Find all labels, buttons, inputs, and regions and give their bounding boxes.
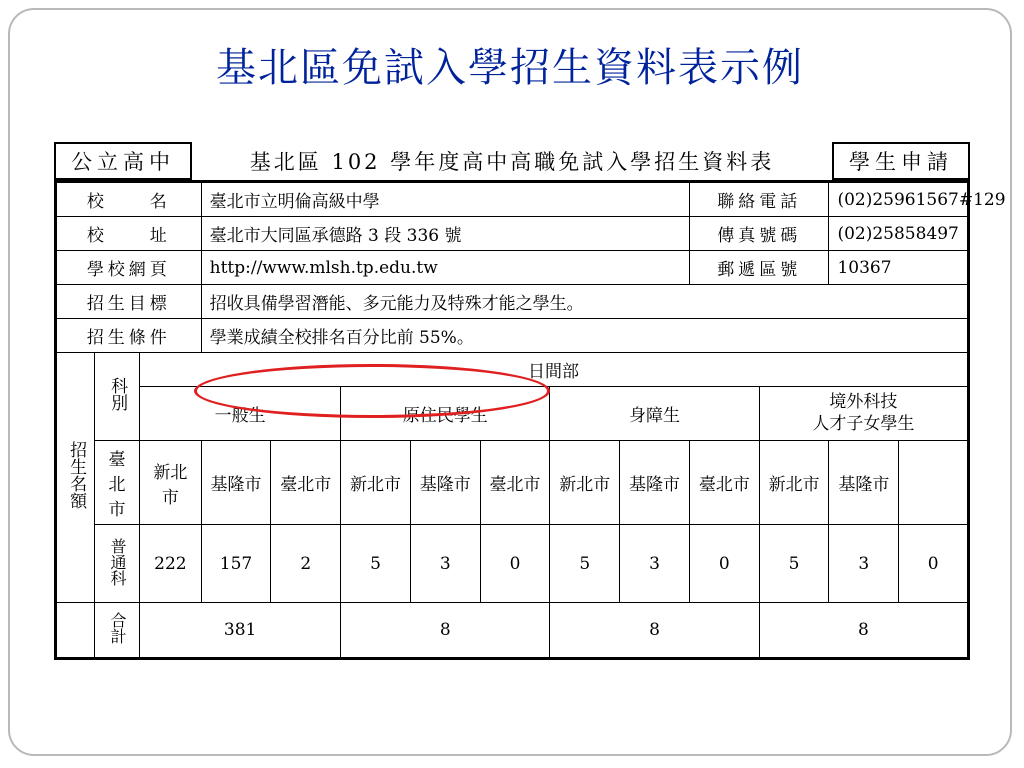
quota-subject-name-text: 普通科 [108,537,128,586]
quota-value-7: 5 [550,525,620,603]
header-center-title: 基北區 102 學年度高中高職免試入學招生資料表 [249,150,775,174]
page-title: 基北區免試入學招生資料表示例 [216,45,804,91]
quota-group-overseas-line2: 人才子女學生 [812,413,915,434]
quota-value-2: 157 [201,525,271,603]
slide [8,8,1012,756]
city-header-5: 新北市 [341,441,411,525]
quota-value-4: 5 [341,525,411,603]
quota-group-overseas-line1: 境外科技 [829,392,898,413]
row-value-fax: (02)25858497 [829,217,969,251]
row-label-address: 校 址 [56,217,202,251]
row-value-school-name: 臺北市立明倫高級中學 [201,182,689,217]
table-row [56,182,969,217]
quota-row-label-text: 招生名額 [66,441,87,510]
city-header-11: 新北市 [759,441,829,525]
quota-total-label [94,603,139,659]
table-row [56,319,969,353]
row-value-phone: (02)25961567#129 [829,182,969,217]
quota-value-9: 0 [689,525,759,603]
quota-group-disability: 身障生 [550,387,759,441]
header-right-box: 學生申請 [832,142,970,180]
quota-value-12: 0 [899,525,969,603]
table-row [56,387,969,441]
table-row [56,353,969,387]
quota-group-overseas [759,387,968,441]
quota-value-6: 0 [480,525,550,603]
city-header-7: 臺北市 [480,441,550,525]
city-header-4: 臺北市 [271,441,341,525]
row-label-school-name: 校 名 [56,182,202,217]
quota-total-3: 8 [550,603,759,659]
city-header-3: 基隆市 [201,441,271,525]
quota-subject-label [94,353,139,441]
quota-value-3: 2 [271,525,341,603]
row-value-condition: 學業成績全校排名百分比前 55%。 [201,319,968,353]
row-value-zipcode: 10367 [829,251,969,285]
city-header-2: 新北市 [140,441,202,525]
quota-value-8: 3 [620,525,690,603]
quota-total-1: 381 [140,603,341,659]
quota-total-4: 8 [759,603,968,659]
table-row [56,441,969,525]
quota-row-label [56,353,95,603]
table-row [56,603,969,659]
city-header-6: 基隆市 [410,441,480,525]
quota-subject-name [94,525,139,603]
table-row [56,525,969,603]
quota-subject-label-text: 科別 [107,377,128,412]
header-left-box: 公立高中 [54,142,192,180]
row-label-website: 學校網頁 [56,251,202,285]
quota-total-2: 8 [341,603,550,659]
row-value-website[interactable]: http://www.mlsh.tp.edu.tw [201,251,689,285]
city-header-12: 基隆市 [829,441,899,525]
city-header-8: 新北市 [550,441,620,525]
quota-value-5: 3 [410,525,480,603]
admission-data-table [54,180,1006,660]
row-label-fax: 傳真號碼 [689,217,829,251]
document-header [54,142,970,180]
quota-group-general: 一般生 [140,387,341,441]
row-label-zipcode: 郵遞區號 [689,251,829,285]
city-header-10: 臺北市 [689,441,759,525]
quota-section-label: 日間部 [140,353,969,387]
table-row [56,217,969,251]
document-table [54,142,1006,660]
city-header-1: 臺北市 [94,441,139,525]
row-label-goal: 招生目標 [56,285,202,319]
table-row [56,285,969,319]
row-value-address: 臺北市大同區承德路 3 段 336 號 [201,217,689,251]
table-row [56,251,969,285]
city-header-9: 基隆市 [620,441,690,525]
row-label-condition: 招生條件 [56,319,202,353]
quota-total-label-text: 合計 [108,612,128,645]
row-label-phone: 聯絡電話 [689,182,829,217]
row-value-goal: 招收具備學習潛能、多元能力及特殊才能之學生。 [201,285,968,319]
quota-value-10: 5 [759,525,829,603]
quota-value-1: 222 [140,525,202,603]
quota-group-indigenous: 原住民學生 [341,387,550,441]
quota-value-11: 3 [829,525,899,603]
